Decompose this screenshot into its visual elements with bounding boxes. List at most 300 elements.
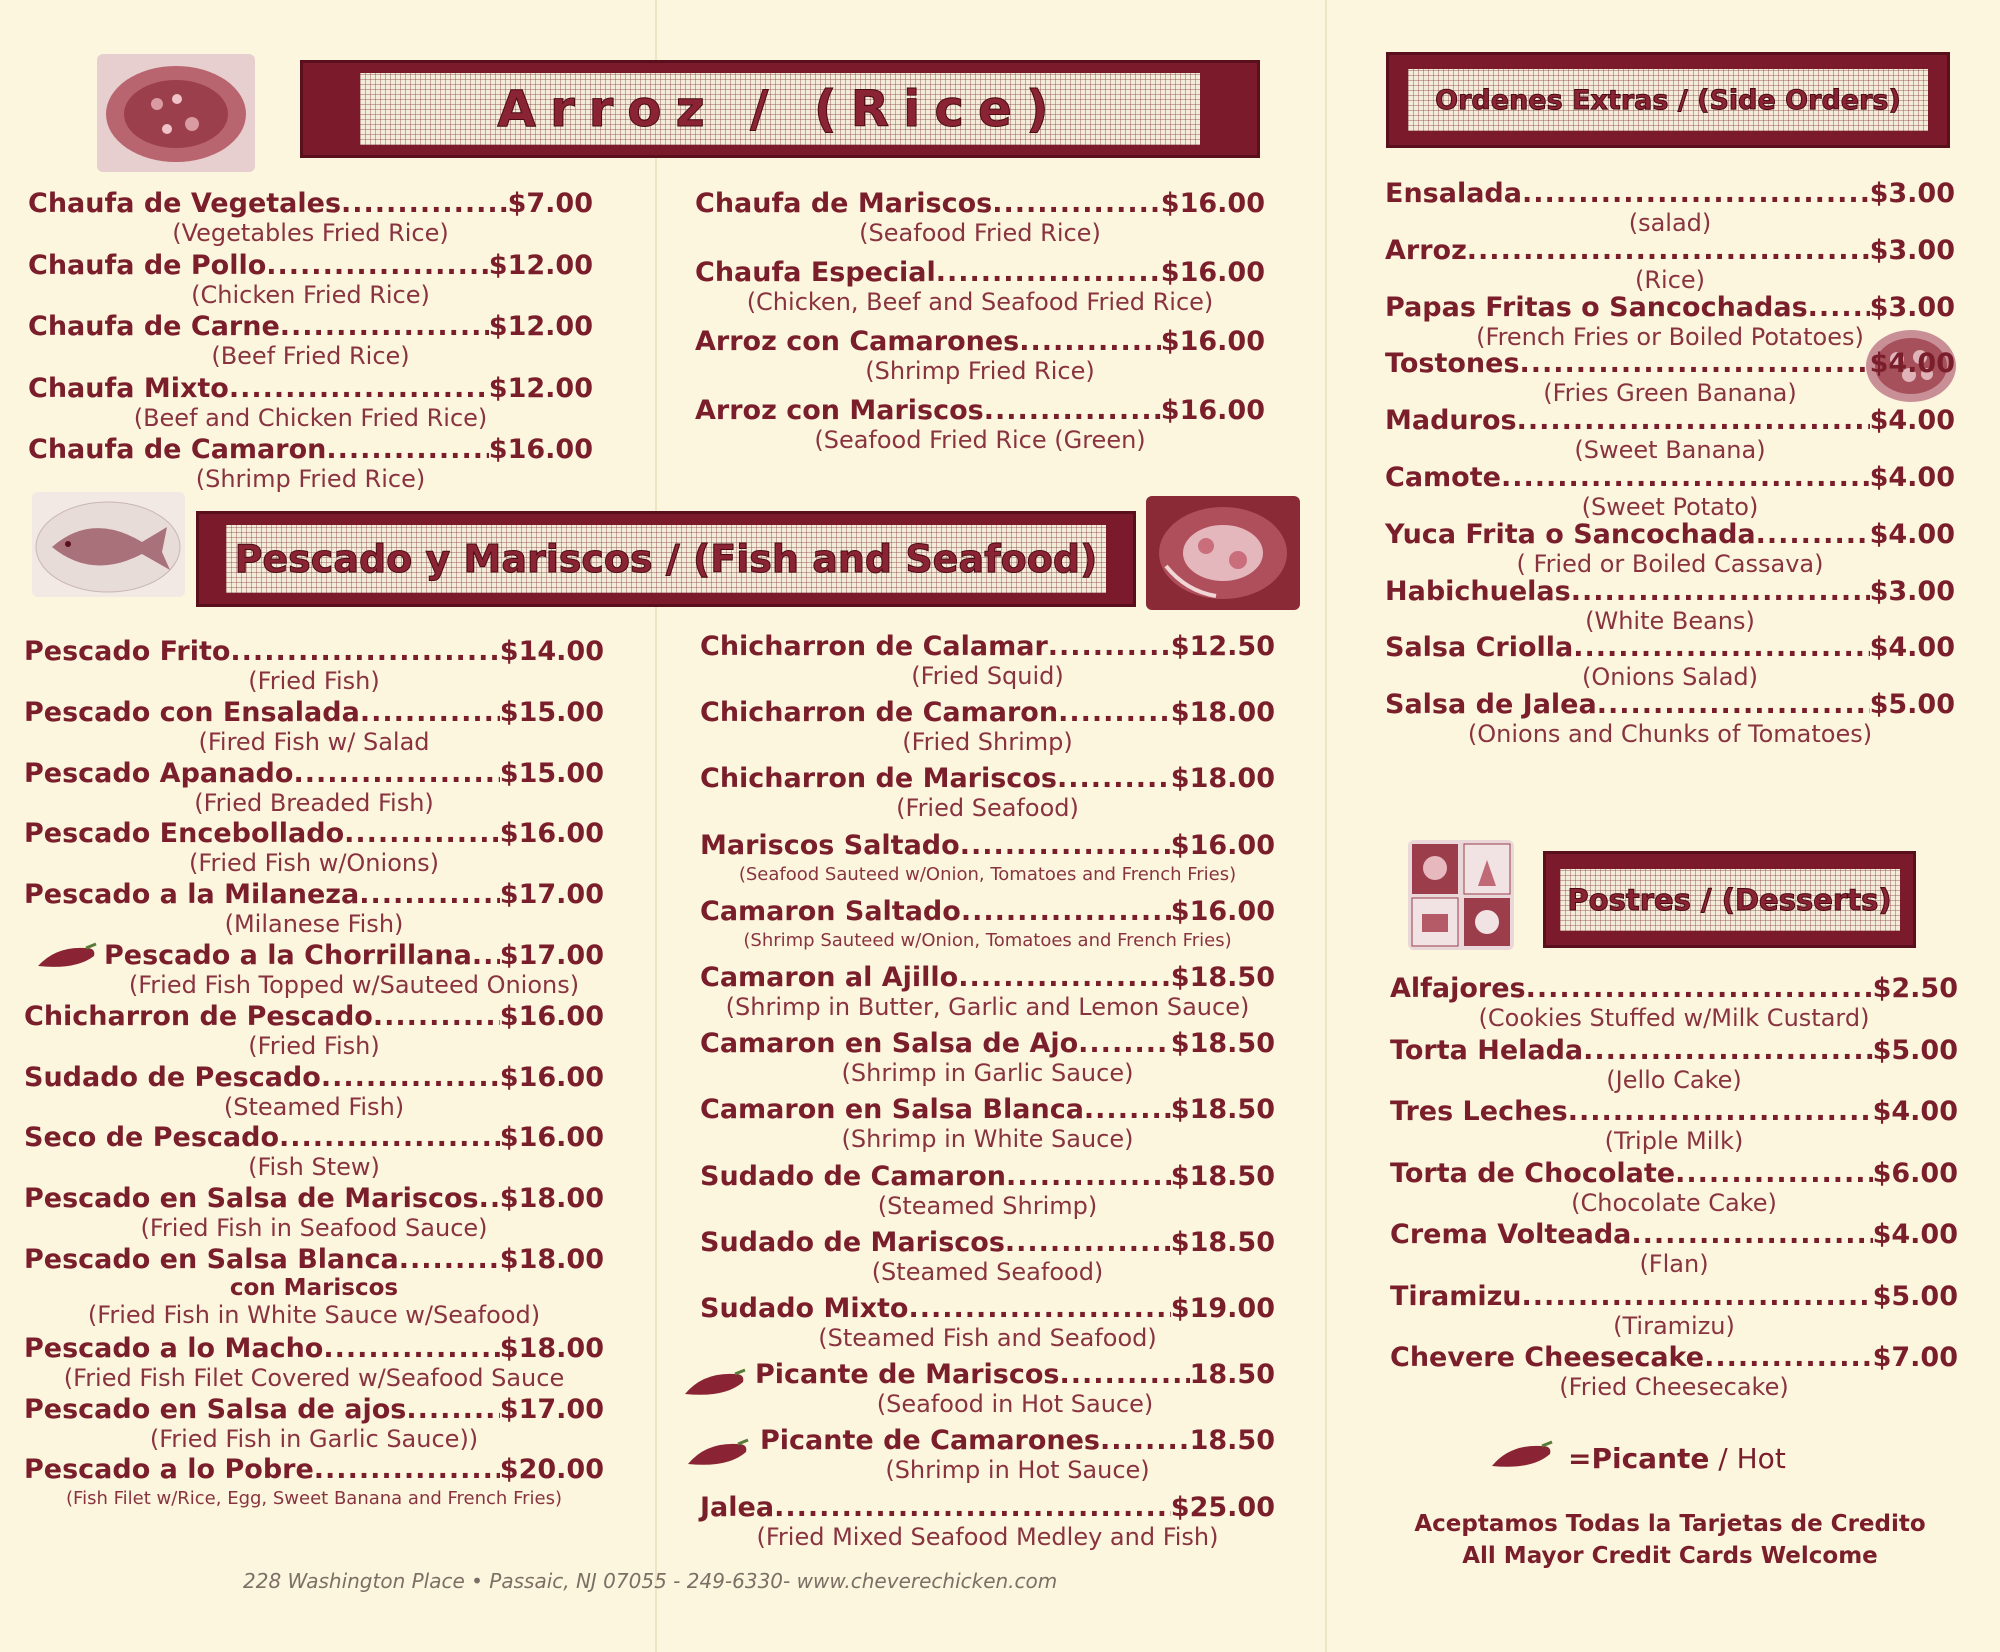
menu-item: [1385, 178, 1955, 237]
menu-item-name: Seco de Pescado: [24, 1122, 280, 1154]
menu-item-name: Sudado de Pescado: [24, 1061, 321, 1093]
menu-item-description: (Triple Milk): [1604, 1127, 1744, 1155]
menu-item: [24, 758, 604, 817]
menu-item-row: [24, 1122, 604, 1153]
menu-item-row: [1385, 576, 1955, 607]
menu-item-row: [1385, 462, 1955, 493]
menu-item: [700, 763, 1275, 822]
menu-item-price: $18.00: [499, 1244, 604, 1275]
menu-item-name: Pescado Encebollado: [24, 818, 345, 850]
menu-item-description: (Fried Cheesecake): [1559, 1373, 1789, 1401]
leader-dots: [1522, 1281, 1873, 1312]
menu-item-price: $4.00: [1869, 518, 1955, 550]
menu-item-row: [24, 1333, 604, 1364]
menu-item-name: Chaufa de Vegetales: [28, 188, 342, 219]
menu-item-price: $18.50: [1170, 1160, 1275, 1192]
leader-dots: [1573, 632, 1869, 663]
leader-dots: [1060, 1359, 1190, 1390]
menu-item-row: [1390, 1096, 1958, 1127]
leader-dots: [1048, 631, 1171, 662]
menu-item-name: Crema Volteada: [1390, 1219, 1632, 1250]
menu-item-row: [700, 631, 1275, 662]
menu-item-name: Habichuelas: [1385, 575, 1571, 607]
leader-dots: [230, 636, 499, 667]
menu-item-price: $18.50: [1170, 1226, 1275, 1258]
menu-item-name: Sudado de Camaron: [700, 1160, 1007, 1192]
menu-item-description: (Beef and Chicken Fried Rice): [133, 403, 488, 432]
menu-item-name: Chicharron de Pescado: [24, 1000, 373, 1032]
menu-item-price: $6.00: [1872, 1157, 1958, 1189]
menu-item-price: $16.00: [1160, 257, 1265, 288]
leader-dots: [321, 1062, 500, 1093]
menu-item-description: (Fried Fish): [248, 667, 380, 695]
menu-item-name: Pescado Frito: [24, 636, 231, 667]
menu-item-name: Tiramizu: [1390, 1280, 1522, 1312]
menu-item-name: Sudado de Mariscos: [700, 1226, 1005, 1258]
menu-item-price: $20.00: [499, 1454, 604, 1486]
menu-item-description: (Fried Squid): [911, 662, 1064, 690]
pepper-icon: [36, 942, 98, 974]
menu-item-description: (Fried Fish in Seafood Sauce): [140, 1214, 488, 1243]
leader-dots: [472, 940, 500, 971]
menu-item: [700, 697, 1275, 756]
leader-dots: [1517, 405, 1870, 436]
menu-item-name: Chaufa de Camaron: [28, 434, 327, 465]
leader-dots: [961, 896, 1171, 927]
rice-dish-photo: [97, 54, 255, 172]
menu-item-description: (Seafood in Hot Sauce): [876, 1390, 1154, 1419]
menu-item-name: Chaufa Mixto: [28, 372, 229, 404]
menu-item: [695, 188, 1265, 247]
menu-item-price: $12.50: [1170, 631, 1275, 662]
menu-item: [700, 1492, 1275, 1551]
menu-item-description: (Fried Fish): [248, 1031, 380, 1060]
menu-item-description: (Fired Fish w/ Salad: [198, 727, 430, 756]
menu-item-price: $18.00: [499, 1183, 604, 1215]
menu-item-name: Pescado Apanado: [24, 757, 294, 789]
menu-item-price: $18.00: [1170, 697, 1275, 729]
menu-item-row: [28, 188, 593, 219]
menu-item-name: Picante de Mariscos: [755, 1359, 1060, 1391]
menu-item-row: [700, 1293, 1275, 1324]
menu-item-description: (Fried Fish in White Sauce w/Seafood): [87, 1301, 541, 1329]
menu-item-name: Camaron en Salsa de Ajo: [700, 1028, 1079, 1060]
menu-item-name: Arroz con Camarones: [695, 326, 1020, 357]
menu-item-description: (Steamed Fish): [223, 1092, 405, 1121]
menu-item-price: $5.00: [1872, 1034, 1958, 1066]
leader-dots: [479, 1183, 500, 1214]
menu-item: [28, 250, 593, 309]
leader-dots: [406, 1394, 499, 1425]
leader-dots: [344, 818, 500, 849]
menu-item-row: [700, 962, 1275, 993]
menu-item-description: (Fried Seafood): [896, 794, 1079, 823]
menu-item-row: [24, 1001, 604, 1032]
leader-dots: [399, 1244, 500, 1275]
leader-dots: [323, 1333, 499, 1364]
menu-item-row: [700, 1028, 1275, 1059]
menu-item-price: $15.00: [499, 757, 604, 789]
menu-item-row: [695, 188, 1265, 219]
menu-item: [700, 1293, 1275, 1352]
menu-item-price: $16.00: [1170, 895, 1275, 927]
menu-item-name: Chaufa de Pollo: [28, 249, 267, 281]
menu-item-description: (Sweet Banana): [1574, 436, 1766, 465]
legend: [1490, 1440, 1786, 1477]
menu-item-description: (Shrimp in Hot Sauce): [885, 1456, 1150, 1485]
menu-item: [695, 395, 1265, 454]
legend-hot: / Hot: [1718, 1442, 1786, 1475]
menu-item-row: [1390, 1281, 1958, 1312]
menu-item-row: [695, 395, 1265, 426]
menu-item-row: [24, 1394, 604, 1425]
menu-item: [1385, 292, 1955, 351]
menu-item-row: [700, 896, 1275, 927]
menu-item-description: (Shrimp in White Sauce): [841, 1125, 1134, 1154]
menu-item-name: Ensalada: [1385, 178, 1522, 209]
menu-item-row: [1390, 1219, 1958, 1250]
menu-item-description: (White Beans): [1585, 606, 1755, 635]
leader-dots: [341, 188, 508, 219]
menu-item-price: $16.00: [499, 1000, 604, 1032]
menu-item-price: $17.00: [499, 879, 604, 911]
fish-section-title: Pescado y Mariscos / (Fish and Seafood): [234, 537, 1098, 581]
menu-item-description: (Rice): [1634, 265, 1706, 294]
leader-dots: [1597, 689, 1870, 720]
menu-item-row: [28, 311, 593, 342]
seafood-dish-photo: [1146, 496, 1300, 610]
menu-item-row: [695, 326, 1265, 357]
leader-dots: [1583, 1035, 1872, 1066]
menu-item-description: (Seafood Sauteed w/Onion, Tomatoes and French Fries): [738, 863, 1237, 885]
desserts-section-banner: [1543, 851, 1916, 948]
menu-item: [28, 188, 593, 247]
menu-item-name: Pescado en Salsa de Mariscos: [24, 1183, 479, 1215]
menu-item: [1385, 519, 1955, 578]
menu-item-name: Tostones: [1385, 348, 1520, 380]
menu-item: [755, 1359, 1275, 1418]
menu-item-price: $18.50: [1170, 1028, 1275, 1060]
menu-item: [1385, 632, 1955, 691]
menu-item-price: $16.00: [1160, 326, 1265, 357]
menu-item-name: Jalea: [700, 1491, 775, 1523]
menu-item-description: (Fried Fish w/Onions): [189, 849, 439, 878]
leader-dots: [936, 257, 1161, 288]
leader-dots: [1631, 1219, 1872, 1250]
menu-item: [24, 1062, 604, 1121]
menu-item-description: (Shrimp Sauteed w/Onion, Tomatoes and French Fries): [743, 929, 1232, 951]
fish-section-banner: [196, 511, 1136, 607]
menu-item-price: $16.00: [1160, 188, 1265, 219]
menu-item-row: [755, 1359, 1275, 1390]
menu-item-price: $7.00: [1872, 1342, 1958, 1373]
menu-item-name: Arroz con Mariscos: [695, 395, 984, 426]
menu-item: [28, 311, 593, 370]
menu-item-row: [24, 758, 604, 789]
menu-item-price: $5.00: [1869, 689, 1955, 721]
menu-item-description: (Cookies Stuffed w/Milk Custard): [1478, 1004, 1870, 1032]
menu-item-row: [24, 697, 604, 728]
menu-item: [24, 1183, 604, 1242]
menu-item-row: [24, 818, 604, 849]
menu-item-row: [700, 697, 1275, 728]
menu-item-price: $19.00: [1170, 1293, 1275, 1324]
menu-item: [24, 636, 604, 695]
menu-item-row: [104, 940, 604, 971]
menu-item-price: $18.50: [1170, 962, 1275, 993]
menu-item-price: $3.00: [1869, 575, 1955, 607]
menu-item-name: Salsa de Jalea: [1385, 689, 1597, 721]
menu-item-name: Mariscos Saltado: [700, 829, 960, 861]
menu-item-description: (Onions Salad): [1581, 663, 1759, 692]
leader-dots: [1467, 235, 1870, 266]
leader-dots: [909, 1293, 1171, 1324]
menu-item-price: $12.00: [488, 372, 593, 404]
menu-item-price: $4.00: [1869, 348, 1955, 380]
menu-item-description: (Jello Cake): [1606, 1065, 1742, 1094]
menu-item-row: [1390, 1342, 1958, 1373]
menu-item-description: (Chicken, Beef and Seafood Fried Rice): [746, 288, 1214, 316]
menu-item-row: [695, 257, 1265, 288]
menu-item-price: $3.00: [1869, 178, 1955, 209]
menu-item-description: (Fried Fish in Garlic Sauce)): [149, 1424, 479, 1453]
menu-item-description: (Milanese Fish): [224, 910, 404, 939]
panel-fold-right: [1325, 0, 1327, 1652]
menu-item: [1390, 1158, 1958, 1217]
menu-item-name: Chicharron de Calamar: [700, 631, 1048, 662]
menu-item-price: $25.00: [1170, 1491, 1275, 1523]
leader-dots: [326, 434, 488, 465]
menu-item-price: $16.00: [488, 434, 593, 465]
menu-item-description: (French Fries or Boiled Potatoes): [1476, 322, 1864, 351]
menu-item-row: [1385, 632, 1955, 663]
menu-item-price: $18.50: [1170, 1094, 1275, 1126]
menu-item-name: Chicharron de Camaron: [700, 697, 1059, 729]
menu-item-price: 18.50: [1189, 1359, 1275, 1391]
leader-dots: [984, 395, 1161, 426]
menu-item-price: $5.00: [1872, 1280, 1958, 1312]
menu-item-description: (Fish Filet w/Rice, Egg, Sweet Banana and French Fries): [66, 1488, 562, 1510]
leader-dots: [1756, 519, 1870, 550]
leader-dots: [1568, 1096, 1873, 1127]
menu-item-row: [1385, 178, 1955, 209]
menu-item-price: $12.00: [488, 249, 593, 281]
menu-item-description: ( Fried or Boiled Cassava): [1516, 549, 1824, 578]
menu-item: [1385, 235, 1955, 294]
sides-section-title: Ordenes Extras / (Side Orders): [1435, 84, 1901, 116]
menu-item-name: Pescado a lo Pobre: [24, 1454, 314, 1486]
menu-item-row: [700, 1161, 1275, 1192]
leader-dots: [373, 1001, 500, 1032]
menu-item-description: (Fried Breaded Fish): [194, 788, 434, 817]
menu-item-price: $7.00: [507, 188, 593, 219]
menu-item-row: [700, 1094, 1275, 1125]
menu-item: [1385, 348, 1955, 407]
menu-item-row: [700, 1492, 1275, 1523]
menu-item-price: $18.00: [1170, 763, 1275, 795]
menu-item: [24, 1394, 604, 1453]
menu-item-row: [24, 1244, 604, 1275]
menu-item-name: Torta Helada: [1390, 1034, 1584, 1066]
menu-item-description: (Shrimp in Butter, Garlic and Lemon Sauce): [725, 993, 1250, 1021]
menu-item-row: [28, 373, 593, 404]
menu-item-description: (Tiramizu): [1613, 1311, 1735, 1340]
menu-item-description: (Fried Fish Topped w/Sauteed Onions): [128, 971, 580, 999]
menu-item-name: Camaron al Ajillo: [700, 962, 959, 993]
leader-dots: [1019, 326, 1161, 357]
menu-item: [28, 373, 593, 432]
menu-item: [700, 1028, 1275, 1087]
credit-line-english: All Mayor Credit Cards Welcome: [1462, 1543, 1878, 1569]
menu-item-row: [1385, 348, 1955, 379]
menu-item: [700, 962, 1275, 1021]
menu-item-name: Chaufa de Mariscos: [695, 188, 993, 219]
rice-section-banner: [300, 60, 1260, 158]
leader-dots: [360, 697, 500, 728]
menu-item-name: Picante de Camarones: [760, 1425, 1101, 1457]
rice-section-title: Arroz / (Rice): [497, 80, 1063, 138]
menu-item-description: (Seafood Fried Rice): [859, 219, 1101, 247]
leader-dots: [314, 1454, 500, 1485]
menu-item: [24, 1122, 604, 1181]
menu-item-description: (Steamed Shrimp): [877, 1191, 1098, 1220]
menu-item-name: Pescado a la Milaneza: [24, 879, 360, 911]
leader-dots: [1078, 1028, 1171, 1059]
menu-item-description: (Fried Mixed Seafood Medley and Fish): [756, 1522, 1219, 1551]
menu-item-description: (Fried Fish Filet Covered w/Seafood Sauce: [63, 1363, 565, 1392]
menu-item-row: [1390, 1158, 1958, 1189]
menu-item-row: [700, 1227, 1275, 1258]
leader-dots: [992, 188, 1161, 219]
menu-item-description: (Steamed Seafood): [871, 1257, 1104, 1286]
menu-item-name: Chicharron de Mariscos: [700, 763, 1057, 795]
menu-item-name: Chaufa de Carne: [28, 311, 280, 342]
menu-item-price: $4.00: [1872, 1219, 1958, 1250]
menu-item-row: [700, 830, 1275, 861]
menu-item-price: $16.00: [1170, 829, 1275, 861]
menu-item: [28, 434, 593, 493]
menu-item-description: (Seafood Fried Rice (Green): [814, 426, 1146, 454]
leader-dots: [1808, 292, 1870, 323]
menu-item-price: $3.00: [1869, 234, 1955, 266]
menu-item-row: [1385, 235, 1955, 266]
menu-item-name: Arroz: [1385, 234, 1467, 266]
menu-item: [700, 830, 1275, 889]
menu-item-row: [1390, 1035, 1958, 1066]
sides-section-banner: [1386, 52, 1950, 148]
leader-dots: [960, 830, 1171, 861]
menu-item-row: [28, 250, 593, 281]
leader-dots: [293, 758, 499, 789]
menu-item: [24, 1244, 604, 1329]
leader-dots: [279, 1122, 500, 1153]
menu-item-price: $3.00: [1869, 291, 1955, 323]
menu-item-price: $15.00: [499, 696, 604, 728]
menu-item-row: [24, 636, 604, 667]
menu-item: [1390, 1096, 1958, 1155]
menu-item-name: Salsa Criolla: [1385, 632, 1574, 664]
menu-item-price: $17.00: [499, 1393, 604, 1425]
menu-item-name: Pescado a la Chorrillana: [104, 940, 472, 971]
menu-item: [24, 697, 604, 756]
credit-card-notice: [1380, 1508, 1960, 1572]
menu-item: [1385, 462, 1955, 521]
leader-dots: [1520, 348, 1870, 379]
menu-item-price: $4.00: [1869, 632, 1955, 664]
menu-item-row: [700, 763, 1275, 794]
menu-item-price: $4.00: [1872, 1096, 1958, 1127]
menu-item-name: Camaron en Salsa Blanca: [700, 1094, 1084, 1126]
menu-item-price: $16.00: [499, 1061, 604, 1093]
pepper-icon: [686, 1438, 750, 1472]
menu-item: [760, 1425, 1275, 1484]
desserts-photo: [1408, 840, 1514, 950]
menu-item-description: (Fried Shrimp): [902, 728, 1073, 757]
leader-dots: [1057, 763, 1171, 794]
menu-item: [1390, 1281, 1958, 1340]
menu-item: [104, 940, 604, 999]
menu-item-name: Alfajores: [1390, 973, 1526, 1004]
leader-dots: [1675, 1158, 1872, 1189]
menu-item-price: $4.00: [1869, 405, 1955, 437]
menu-item: [695, 326, 1265, 385]
menu-item-row: [24, 1183, 604, 1214]
leader-dots: [1501, 462, 1870, 493]
menu-item: [24, 1001, 604, 1060]
menu-item: [1390, 1035, 1958, 1094]
leader-dots: [266, 250, 489, 281]
menu-item: [695, 257, 1265, 316]
menu-item-description: (Chocolate Cake): [1571, 1188, 1777, 1217]
desserts-section-title: Postres / (Desserts): [1567, 882, 1892, 917]
menu-item: [1390, 973, 1958, 1032]
menu-item-description: (Sweet Potato): [1581, 493, 1759, 521]
leader-dots: [359, 879, 500, 910]
menu-item-name: Torta de Chocolate: [1390, 1157, 1676, 1189]
menu-item-description: (Vegetables Fried Rice): [172, 219, 449, 247]
leader-dots: [1006, 1161, 1171, 1192]
menu-item: [1385, 405, 1955, 464]
menu-item: [24, 1333, 604, 1392]
menu-item-row: [24, 1062, 604, 1093]
menu-item: [700, 896, 1275, 955]
leader-dots: [280, 311, 489, 342]
menu-item-name: Pescado con Ensalada: [24, 696, 360, 728]
menu-item-description: (Chicken Fried Rice): [191, 280, 430, 309]
leader-dots: [958, 962, 1171, 993]
menu-item-description: (Fries Green Banana): [1543, 379, 1797, 408]
menu-item: [700, 1094, 1275, 1153]
menu-item-price: $16.00: [499, 1122, 604, 1154]
leader-dots: [774, 1492, 1171, 1523]
credit-line-spanish: Aceptamos Todas la Tarjetas de Credito: [1414, 1511, 1926, 1537]
menu-item-name: Maduros: [1385, 405, 1517, 437]
menu-item-price: $14.00: [499, 636, 604, 667]
menu-item: [24, 818, 604, 877]
menu-item-name: Pescado en Salsa de ajos: [24, 1393, 407, 1425]
pepper-icon: [683, 1368, 747, 1402]
menu-item: [700, 631, 1275, 690]
menu-item-row: [1385, 519, 1955, 550]
menu-item-price: $2.50: [1872, 973, 1958, 1004]
leader-dots: [1522, 178, 1870, 209]
menu-item-price: $17.00: [499, 940, 604, 971]
menu-item-description: (Shrimp Fried Rice): [865, 357, 1095, 385]
menu-item-name: Sudado Mixto: [700, 1293, 909, 1324]
menu-item-price: $12.00: [488, 311, 593, 342]
menu-item: [700, 1161, 1275, 1220]
menu-item: [700, 1227, 1275, 1286]
